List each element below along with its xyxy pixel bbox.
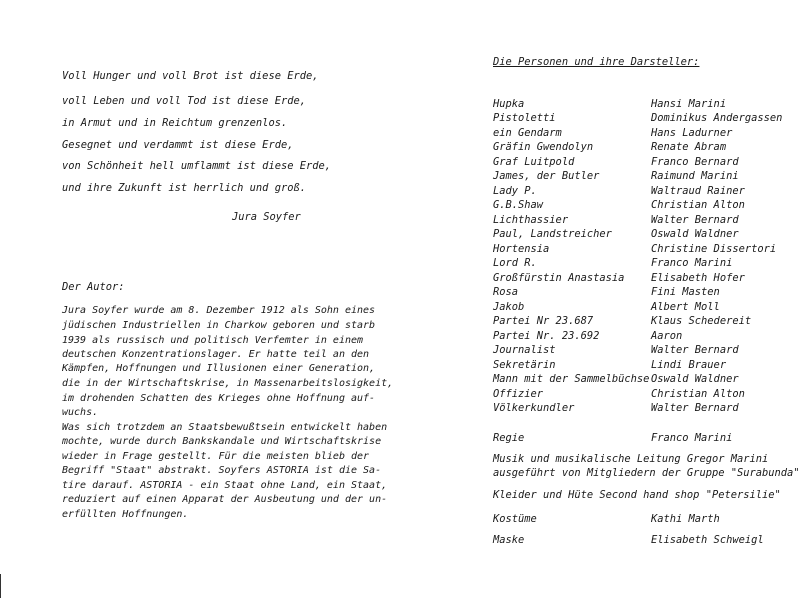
cast-role: Partei Nr. 23.692	[493, 330, 600, 342]
cast-actor: Oswald Waldner	[651, 228, 739, 240]
about-line: deutschen Konzentrationslager. Er hatte teil an den	[62, 349, 370, 360]
poem-line: voll Leben und voll Tod ist diese Erde,	[62, 95, 306, 107]
about-line: im drohenden Schatten des Krieges ohne Hoffnung auf-	[62, 393, 376, 404]
cast-actor: Waltraud Rainer	[651, 185, 745, 197]
cast-role: Sekretärin	[493, 359, 556, 371]
credit-label: Maske	[493, 534, 525, 546]
poem-line: in Armut und in Reichtum grenzenlos.	[62, 117, 288, 129]
cast-row	[493, 286, 793, 300]
page-edge-mark	[0, 574, 1, 598]
credit-kleider: Kleider und Hüte Second hand shop "Petersilie"	[493, 489, 781, 501]
cast-heading: Die Personen und ihre Darsteller:	[493, 56, 700, 68]
cast-role: Rosa	[493, 286, 519, 298]
cast-role: Lichthassier	[493, 214, 569, 226]
cast-actor: Hansi Marini	[651, 98, 727, 110]
cast-role: Pistoletti	[493, 112, 556, 124]
cast-row	[493, 301, 793, 315]
cast-actor: Walter Bernard	[651, 344, 739, 356]
cast-actor: Klaus Schedereit	[651, 315, 752, 327]
cast-role: Offizier	[493, 388, 544, 400]
about-line: 1939 als russisch und politisch Verfemter in einem	[62, 335, 364, 346]
about-line: Kämpfen, Hoffnungen und Illusionen einer Generation,	[62, 363, 376, 374]
cast-role: Völkerkundler	[493, 402, 575, 414]
cast-role: ein Gendarm	[493, 127, 562, 139]
cast-role: James, der Butler	[493, 170, 600, 182]
cast-role: Großfürstin Anastasia	[493, 272, 625, 284]
credit-label: Kostüme	[493, 513, 537, 525]
cast-actor: Franco Marini	[651, 257, 733, 269]
poem-line: Gesegnet und verdammt ist diese Erde,	[62, 139, 294, 151]
cast-row	[493, 330, 793, 344]
cast-actor: Lindi Brauer	[651, 359, 727, 371]
cast-role: Paul, Landstreicher	[493, 228, 612, 240]
cast-row	[493, 170, 793, 184]
cast-row	[493, 214, 793, 228]
cast-role: Journalist	[493, 344, 556, 356]
cast-actor: Oswald Waldner	[651, 373, 739, 385]
about-line: reduziert auf einen Apparat der Ausbeutung und der un-	[62, 494, 388, 505]
cast-role: Lady P.	[493, 185, 537, 197]
credit-name: Elisabeth Schweigl	[651, 534, 764, 546]
cast-actor: Franco Bernard	[651, 156, 739, 168]
cast-actor: Christine Dissertori	[651, 243, 777, 255]
credit-maske	[493, 534, 793, 548]
cast-actor: Walter Bernard	[651, 402, 739, 414]
cast-row	[493, 373, 793, 387]
cast-actor: Fini Masten	[651, 286, 720, 298]
poem-line: von Schönheit hell umflammt ist diese Erde,	[62, 160, 331, 172]
cast-role: Graf Luitpold	[493, 156, 575, 168]
about-heading: Der Autor:	[62, 281, 125, 293]
cast-role: Mann mit der Sammelbüchse	[493, 373, 650, 385]
cast-row	[493, 402, 793, 416]
cast-row	[493, 112, 793, 126]
cast-actor: Dominikus Andergassen	[651, 112, 783, 124]
cast-row	[493, 228, 793, 242]
credit-label: Regie	[493, 432, 525, 444]
about-line: erfüllten Hoffnungen.	[62, 509, 189, 520]
cast-role: Hortensia	[493, 243, 550, 255]
cast-row	[493, 243, 793, 257]
cast-row	[493, 359, 793, 373]
cast-row	[493, 344, 793, 358]
credit-regie	[493, 432, 793, 446]
credit-musik: Musik und musikalische Leitung Gregor Marini	[493, 453, 769, 465]
cast-actor: Christian Alton	[651, 388, 745, 400]
about-line: jüdischen Industriellen in Charkow geboren und starb	[62, 320, 376, 331]
cast-row	[493, 199, 793, 213]
about-line: tire darauf. ASTORIA - ein Staat ohne Land, ein Staat,	[62, 480, 388, 491]
about-line: die in der Wirtschaftskrise, in Massenarbeitslosigkeit,	[62, 378, 394, 389]
cast-role: Hupka	[493, 98, 525, 110]
cast-role: Gräfin Gwendolyn	[493, 141, 594, 153]
cast-actor: Raimund Marini	[651, 170, 739, 182]
cast-role: G.B.Shaw	[493, 199, 544, 211]
credit-name: Franco Marini	[651, 432, 733, 444]
cast-row	[493, 315, 793, 329]
cast-actor: Christian Alton	[651, 199, 745, 211]
about-line: mochte, wurde durch Bankskandale und Wirtschaftskrise	[62, 436, 382, 447]
poem-line: Voll Hunger und voll Brot ist diese Erde,	[62, 70, 319, 82]
cast-role: Partei Nr 23.687	[493, 315, 594, 327]
cast-role: Jakob	[493, 301, 525, 313]
cast-actor: Hans Ladurner	[651, 127, 733, 139]
cast-role: Lord R.	[493, 257, 537, 269]
cast-row	[493, 98, 793, 112]
about-line: Jura Soyfer wurde am 8. Dezember 1912 als Sohn eines	[62, 305, 376, 316]
poem-line: und ihre Zukunft ist herrlich und groß.	[62, 182, 306, 194]
cast-row	[493, 257, 793, 271]
cast-actor: Elisabeth Hofer	[651, 272, 745, 284]
credit-musik-detail: ausgeführt von Mitgliedern der Gruppe "Surabunda"	[493, 467, 800, 479]
cast-row	[493, 127, 793, 141]
cast-actor: Renate Abram	[651, 141, 727, 153]
cast-row	[493, 272, 793, 286]
poem-author: Jura Soyfer	[232, 211, 301, 223]
about-line: wieder in Frage gestellt. Für die meisten blieb der	[62, 451, 370, 462]
cast-row	[493, 185, 793, 199]
credit-kostume	[493, 513, 793, 527]
about-line: wuchs.	[62, 407, 99, 418]
about-line: Was sich trotzdem an Staatsbewußtsein entwickelt haben	[62, 422, 388, 433]
about-line: Begriff "Staat" abstrakt. Soyfers ASTORIA ist die Sa-	[62, 465, 382, 476]
cast-actor: Albert Moll	[651, 301, 720, 313]
cast-row	[493, 141, 793, 155]
cast-row	[493, 388, 793, 402]
cast-row	[493, 156, 793, 170]
cast-actor: Walter Bernard	[651, 214, 739, 226]
cast-actor: Aaron	[651, 330, 683, 342]
credit-name: Kathi Marth	[651, 513, 720, 525]
